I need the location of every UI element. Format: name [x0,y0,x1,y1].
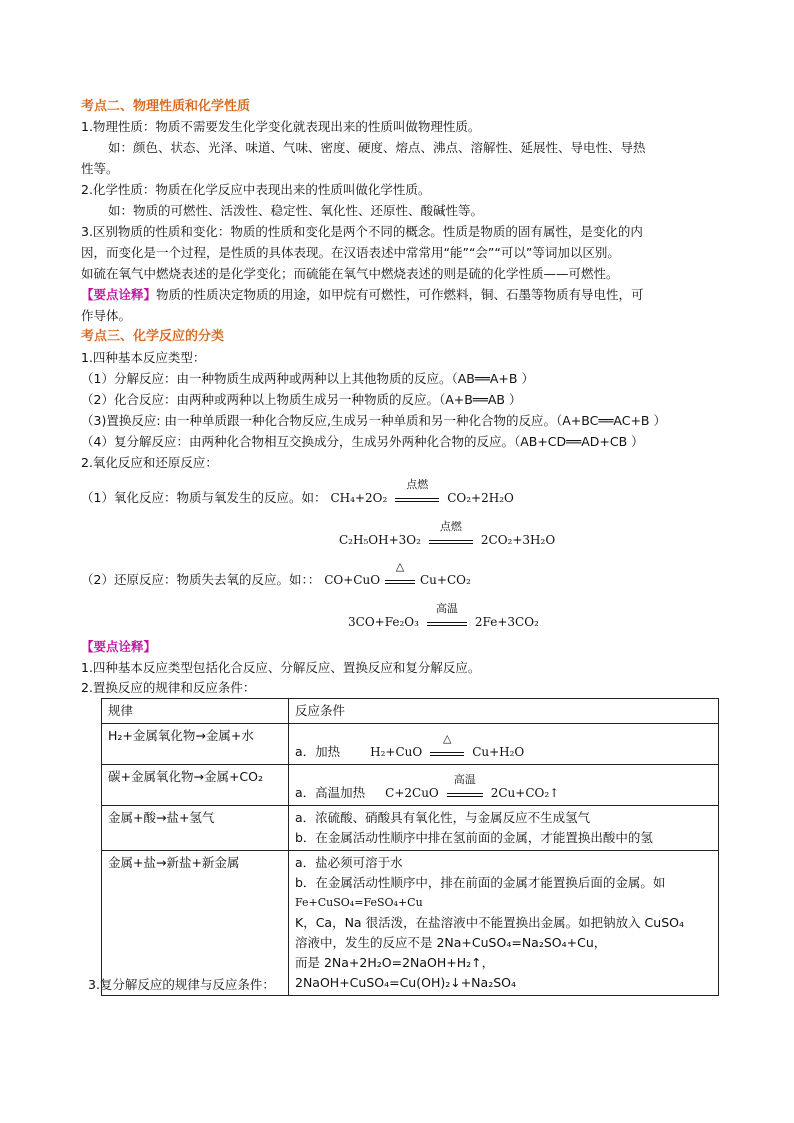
condition-text: a．盐必须可溶于水 [295,855,403,870]
paragraph-line: 2.化学性质：物质在化学反应中表现出来的性质叫做化学性质。 [81,182,431,197]
reaction-condition: 点燃 [395,496,439,502]
key-point-tag: 【要点诠释】 [81,287,157,302]
condition-text: a．加热 [295,744,341,759]
note-line [81,285,644,305]
equation-right: Cu+H₂O [472,745,525,759]
key-point-tag: 【要点诠释】 [81,639,157,654]
reduction-line [81,560,471,590]
section-title-3: 考点三、化学反应的分类 [81,329,225,344]
condition-text: K，Ca，Na 很活泼，在盐溶液中不能置换出金属。如把钠放入 CuSO₄ [295,915,684,930]
equation-line [348,602,539,632]
reaction-condition: △ [430,750,464,756]
paragraph-line: 性等。 [81,161,119,176]
reduction-label: （2）还原反应：物质失去氧的反应。如：： [81,572,321,587]
table-row [102,851,719,996]
equation-left: CO+CuO [324,573,381,587]
paragraph-line: 2.置换反应的规律和反应条件： [81,680,256,695]
oxidation-line [81,478,514,508]
note-text: 物质的性质决定物质的用途，如甲烷有可燃性，可作燃料，铜、石墨等物质有导电性，可 [156,287,644,302]
condition-text: b．在金属活动性顺序中，排在前面的金属才能置换后面的金属。如 [295,875,666,890]
reaction-type-line: （1）分解反应：由一种物质生成两种或两种以上其他物质的反应。（AB══A+B ） [81,371,534,386]
reaction-condition: 点燃 [429,538,473,544]
table-row [102,724,719,765]
equation-line [339,520,556,550]
paragraph-line: 3.复分解反应的规律与反应条件： [88,977,275,992]
equation-left: C+2CuO [385,786,439,800]
reaction-condition: 高温 [447,791,483,797]
equation-left: H₂+CuO [370,745,423,759]
paragraph-line: 1.四种基本反应类型包括化合反应、分解反应、置换反应和复分解反应。 [81,660,481,675]
condition-text: 而是 2Na+2H₂O=2NaOH+H₂↑，2NaOH+CuSO₄=Cu(OH)₂↓+Na₂SO₄ [295,955,516,990]
table-header-cell: 规律 [102,699,289,724]
reaction-type-line: （4）复分解反应：由两种化合物相互交换成分，生成另外两种化合物的反应。（AB+CD══AD+CB ） [81,434,644,449]
paragraph-line: 如：颜色、状态、光泽、味道、气味、密度、硬度、熔点、沸点、溶解性、延展性、导电性、导热 [108,140,646,155]
reaction-type-line: （2）化合反应：由两种或两种以上物质生成另一种物质的反应。（A+B══AB ） [81,392,522,407]
paragraph-line: 3.区别物质的性质和变化：物质的性质和变化是两个不同的概念。性质是物质的固有属性，是变化的内 [81,224,643,239]
rule-cell: H₂+金属氧化物→金属+水 [102,724,289,765]
condition-text: a．高温加热 [295,785,366,800]
paragraph-line: 1.四种基本反应类型： [81,350,206,365]
displacement-rules-table [101,698,719,996]
condition-cell [289,724,719,765]
equation-right: CO₂+2H₂O [447,491,514,505]
condition-cell [289,765,719,806]
reaction-condition: △ [385,578,415,584]
section-title-2: 考点二、物理性质和化学性质 [81,99,251,114]
equation-right: Cu+CO₂ [420,573,471,587]
equation-right: 2CO₂+3H₂O [480,533,556,547]
equation-left: 3CO+Fe₂O₃ [348,615,419,629]
paragraph-line: 因，而变化是一个过程，是性质的具体表现。在汉语表述中常常用“能”“会”“可以”等词加以区别。 [81,245,620,260]
table-row [102,765,719,806]
rule-cell: 金属+酸→盐+氢气 [102,806,289,851]
reaction-type-line: （3)置换反应: 由一种单质跟一种化合物反应,生成另一种单质和另一种化合物的反应。（A+BC══AC+B ） [81,413,666,428]
table-header-row [102,699,719,724]
condition-text: a．浓硫酸、硝酸具有氧化性，与金属反应不生成氢气 [295,810,591,825]
equation-left: C₂H₅OH+3O₂ [339,533,421,547]
condition-cell [289,851,719,996]
table-header-cell: 反应条件 [289,699,719,724]
table-row [102,806,719,851]
paragraph-line: 作导体。 [81,308,132,323]
condition-text: Fe+CuSO₄=FeSO₄+Cu [295,896,423,909]
paragraph-line: 如硫在氧气中燃烧表述的是化学变化；而硫能在氧气中燃烧表述的则是硫的化学性质——可燃性。 [81,266,619,281]
paragraph-line: 如：物质的可燃性、活泼性、稳定性、氧化性、还原性、酸碱性等。 [108,203,484,218]
paragraph-line: 2.氧化反应和还原反应： [81,455,218,470]
condition-cell [289,806,719,851]
equation-right: 2Fe+3CO₂ [474,615,539,629]
equation-left: CH₄+2O₂ [330,491,388,505]
paragraph-line: 1.物理性质：物质不需要发生化学变化就表现出来的性质叫做物理性质。 [81,119,481,134]
reaction-condition: 高温 [427,620,467,626]
condition-text: 溶液中，发生的反应不是 2Na+CuSO₄=Na₂SO₄+Cu， [295,935,607,950]
condition-text: b．在金属活动性顺序中排在氢前面的金属，才能置换出酸中的氢 [295,830,653,845]
rule-cell: 碳+金属氧化物→金属+CO₂ [102,765,289,806]
rule-cell: 金属+盐→新盐+新金属 [102,851,289,996]
equation-right: 2Cu+CO₂↑ [490,786,560,800]
oxidation-label: （1）氧化反应：物质与氧发生的反应。如： [81,490,327,505]
